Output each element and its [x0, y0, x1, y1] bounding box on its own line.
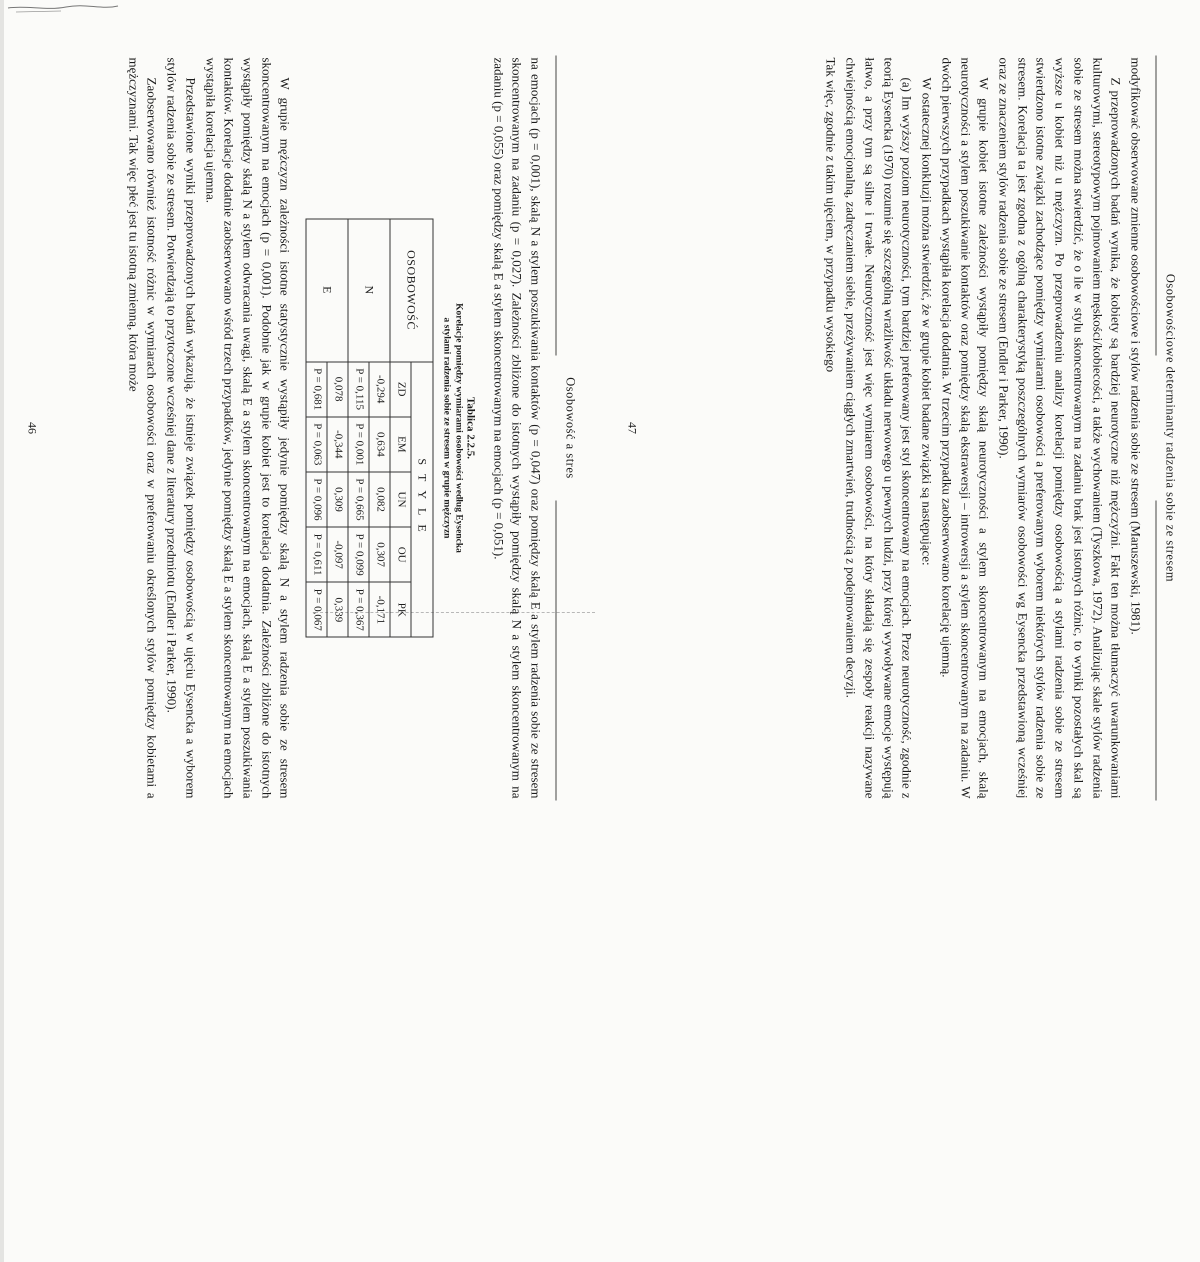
table-cell: 0,078 [327, 361, 348, 416]
table-cell: P = 0,665 [348, 471, 369, 526]
page-47-content [623, 55, 1178, 800]
body-text [123, 57, 545, 798]
header-rule [556, 55, 557, 355]
correlation-table [306, 218, 433, 638]
table-caption-line-1: Korelacje pomiędzy wymiarami osobowości według Eysencka [453, 302, 464, 553]
table-cell: -0,294 [369, 361, 390, 416]
column-header: PK [390, 582, 411, 637]
table-cell: P = 0,099 [348, 527, 369, 582]
paragraph: modyfikować obserwowane zmienne osobowościowe i stylów radzenia sobie ze stresem (Maruszewski, 1981). [1128, 57, 1144, 635]
table-cell: -0,097 [327, 527, 348, 582]
table-cell: -0,344 [327, 416, 348, 471]
column-header: EM [390, 416, 411, 471]
paragraph: W ostatecznej konkluzji można stwierdzić, że w grupie kobiet badane związki są następujące: [919, 77, 935, 566]
header-rule [556, 500, 557, 800]
page-46-content [23, 55, 578, 800]
table-caption [439, 57, 463, 798]
page-47 [600, 0, 1200, 855]
paragraph: W grupie mężczyzn zależności istotne statystycznie wystąpiły jedynie pomiędzy skalą N a stylem radzenia sobie ze stresem skoncentrowanym na emocjach (p = 0,001). Podobnie jak w grupie kobiet jest to korelacja dodatnia. Zależności zbliżone do istotnych wystąpiły pomiędzy skalą N a stylem odwracania uwagi, skalą E a stylem skoncentrowanym na emocjach, skalą E a stylem poszukiwania kontaktów. Korelacje dodatnie zaobserwowano wśród trzech przypadków, jedynie pomiędzy skalą E a stylem skoncentrowanym na emocjach wystąpiła korelacja ujemna. [203, 57, 293, 798]
styles-header: STYLE [411, 361, 433, 637]
table-cell: P = 0,367 [348, 582, 369, 637]
correlation-table-block [306, 57, 476, 798]
table-cell: P = 0,001 [348, 416, 369, 471]
page-number: 46 [25, 421, 40, 434]
column-header: UN [390, 471, 411, 526]
paragraph: W grupie kobiet istotne zależności wystąpiły pomiędzy skalą neurotyczności a stylem skoncentrowanym na emocjach, skalą neurotyczności a stylem poszukiwanie kontaktów oraz pomiędzy skalą ekstrawersji – introwersji a stylem skoncentrowanym na zadaniu. W dwóch pierwszych przypadkach wystąpiła korelacja dodatnia. W trzecim przypadku zaobserwowano korelację ujemną. [939, 57, 992, 798]
table-cell: 0,339 [327, 582, 348, 637]
table-cell: 0,634 [369, 416, 390, 471]
table-cell: P = 0,681 [307, 361, 328, 416]
table-cell: 0,082 [369, 471, 390, 526]
table-cell: P = 0,115 [348, 361, 369, 416]
running-head: Osobowość a stres [563, 376, 578, 479]
table-cell: P = 0,611 [307, 527, 328, 582]
row-label: N [348, 218, 390, 361]
table-cell: 0,309 [327, 471, 348, 526]
paragraph: (a) Im wyższy poziom neurotyczności, tym bardziej preferowany jest styl skoncentrowany na emocjach. Przez neurotyczność, zgodnie z teorią Eysencka (1970) rozumie się szczególną wrażliwość układu nerwowego u pewnych ludzi, przy której wywoływane emocje występują łatwo, a przy tym są silne i trwałe. Neurotyczność jest więc wymiarem osobowości, na który składają się zespoły reakcji nazywane chwiejnością emocjonalną, zadręczaniem siebie, przeżywaniem ciągłych zmartwień, trudnością z podejmowaniem decyzji. [843, 57, 915, 798]
header-rule [1156, 500, 1157, 800]
table-title: Tablica 2.2.5. [464, 396, 477, 459]
table-row [327, 218, 348, 637]
table-cell: P = 0,067 [307, 582, 328, 637]
body-text [820, 57, 1144, 798]
table-cell: -0,171 [369, 582, 390, 637]
paragraph: Przedstawione wyniki przeprowadzonych badań wykazują, że istnieje związek pomiędzy osobowością w ujęciu Eysencka a wyborem stylów radzenia sobie ze stresem. Potwierdzają to przytoczone wcześniej dane z literatury przedmiotu (Endler i Parker, 1990). [164, 57, 199, 798]
running-head: Osobowościowe determinanty radzenia sobie ze stresem [1163, 273, 1178, 582]
row-header: OSOBOWOŚĆ [390, 218, 433, 361]
header-rule [1156, 55, 1157, 355]
paragraph: na emocjach (p = 0,001), skalą N a stylem poszukiwania kontaktów (p = 0,047) oraz pomiędzy skalą E a stylem radzenia sobie ze stresem skoncentrowanym na zadaniu (p = 0,027). Zależności zbliżone do istotnych wystąpiły pomiędzy skalą N a stylem skoncentrowanym na zadaniu (p = 0,055) oraz pomiędzy skalą E a stylem skoncentrowanym na emocjach (p = 0,051). [491, 57, 544, 798]
column-header: OU [390, 527, 411, 582]
row-label: E [307, 218, 349, 361]
table-cell: P = 0,063 [307, 416, 328, 471]
paragraph: Zaobserwowano również istotność różnic w wymiarach osobowości oraz w preferowaniu określonych stylów pomiędzy kobietami a mężczyznami. Tak więc płeć jest tu istotną zmienną, która może [126, 57, 160, 798]
column-header: ZD [390, 361, 411, 416]
paragraph: Tak więc, zgodnie z takim ujęciem, w przypadku wysokiego [824, 57, 839, 372]
table-caption-line-2: a stylami radzenia sobie ze stresem w grupie mężczyzn [441, 317, 452, 538]
table-row [369, 218, 390, 637]
paragraph: Z przeprowadzonych badań wynika, że kobiety są bardziej neurotyczne niż mężczyźni. Fakt ten można tłumaczyć uwarunkowaniami kulturowymi, stereotypowym pojmowaniem męskości/kobiecości, a także wychowaniem (Tyszkowa, 1972). Analizując skale stylów radzenia sobie ze stresem można stwierdzić, że o ile w stylu skoncentrowanym na zadaniu brak jest istotnych różnic, to wyniki pozostałych skal są wyższe u kobiet niż u mężczyzn. Po przeprowadzeniu analizy korelacji pomiędzy osobowością a stylami radzenia sobie ze stresem stwierdzono istotne związki zachodzące pomiędzy wymiarami osobowości a preferowanym wyborem niektórych stylów radzenia sobie ze stresem. Korelacja ta jest zgodna z ogólną charakterystyką poszczególnych wymiarów osobowości wg Eysencka przedstawioną wcześniej oraz ze znaczeniem stylów radzenia sobie ze stresem (Endler i Parker, 1990). [996, 57, 1124, 798]
table-cell: P = 0,096 [307, 471, 328, 526]
table-cell: 0,307 [369, 527, 390, 582]
page-number: 47 [625, 421, 640, 434]
table-header-row [411, 218, 433, 637]
page-46 [0, 0, 600, 855]
